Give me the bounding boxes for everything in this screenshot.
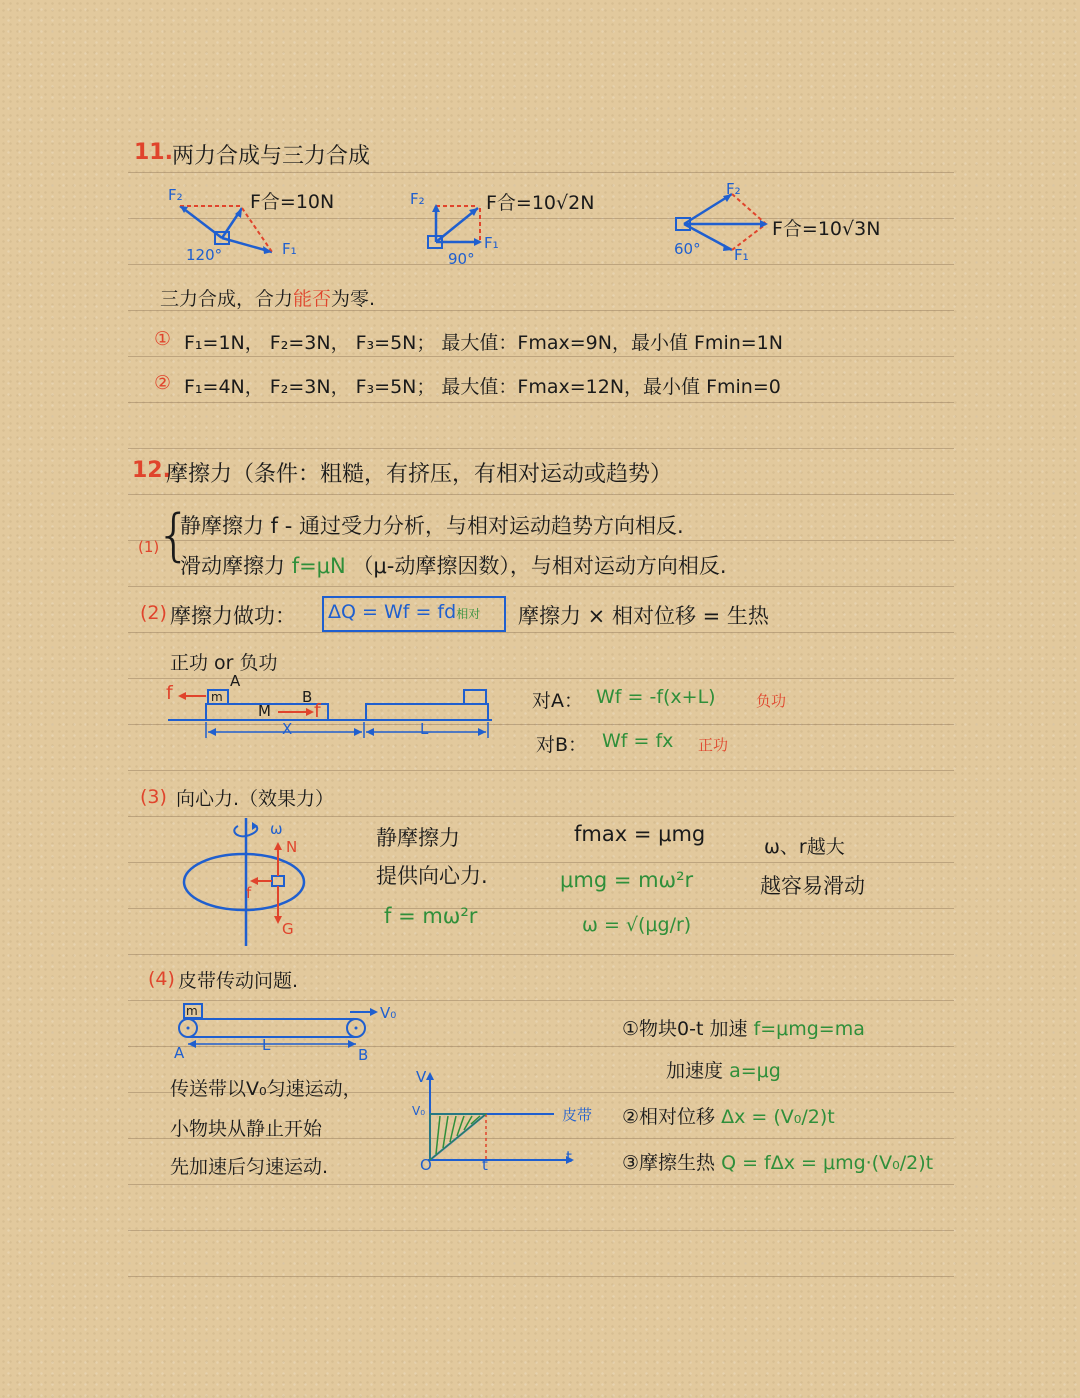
sliding-post: （μ-动摩擦因数），与相对运动方向相反. <box>352 554 727 578</box>
static-provides-1: 静摩擦力 <box>376 826 460 850</box>
ruled-line <box>128 954 954 955</box>
ruled-line <box>128 1184 954 1185</box>
fig2-f1-label: F₁ <box>484 234 499 252</box>
belt-title: 皮带传动问题. <box>178 970 299 992</box>
diag-f-right: f <box>314 700 321 722</box>
three-force-pre: 三力合成，合力 <box>160 288 294 310</box>
diag-f-left: f <box>166 682 173 704</box>
result-3 <box>622 1148 933 1175</box>
section-12-number: 12. <box>132 458 171 483</box>
larger-slides-2: 越容易滑动 <box>760 874 865 898</box>
result-2-formula: Δx = (V₀/2)t <box>721 1106 835 1128</box>
diag-M-label: M <box>258 702 271 720</box>
ruled-line <box>128 770 954 771</box>
three-force-post: 为零. <box>331 288 376 310</box>
belt-desc-1: 传送带以V₀匀速运动， <box>170 1078 362 1100</box>
result-2-pre: ②相对位移 <box>622 1106 716 1128</box>
block-board-diagram <box>160 672 500 748</box>
positive-or-negative: 正功 or 负功 <box>170 652 278 674</box>
section-12-title: 摩擦力（条件：粗糙，有挤压，有相对运动或趋势） <box>166 462 673 487</box>
result-1b-formula: a=μg <box>729 1060 781 1082</box>
umg-formula: μmg = mω²r <box>560 868 694 892</box>
ruled-line <box>128 540 954 541</box>
ruled-line <box>128 172 954 173</box>
result-1b <box>666 1056 781 1083</box>
on-b-label: 对B： <box>536 734 588 756</box>
velocity-time-graph <box>410 1068 580 1168</box>
ruled-line <box>128 586 954 587</box>
fig2-result: F合=10√2N <box>486 192 595 214</box>
section-11-title: 两力合成与三力合成 <box>172 144 371 169</box>
ruled-line <box>128 632 954 633</box>
fig1-f1-label: F₁ <box>282 240 297 258</box>
part-3-number: (3) <box>140 786 167 808</box>
friction-label: f <box>246 884 252 902</box>
fig2-angle: 90° <box>448 250 475 268</box>
work-formula <box>328 601 480 623</box>
ruled-line <box>128 494 954 495</box>
ruled-line <box>128 1230 954 1231</box>
fig1-f2-label: F₂ <box>168 186 183 204</box>
part-1-number: (1) <box>138 538 160 556</box>
on-a-formula: Wf = -f(x+L) <box>596 686 716 708</box>
ruled-line <box>128 1276 954 1277</box>
f-mw2r: f = mω²r <box>384 904 478 928</box>
belt-l-label: L <box>262 1036 271 1054</box>
omega-formula: ω = √(μg/r) <box>582 914 692 936</box>
ruled-line <box>128 402 954 403</box>
fig1-result: F合=10N <box>250 191 335 213</box>
belt-a-label: A <box>174 1044 185 1062</box>
result-2 <box>622 1102 835 1129</box>
ruled-line <box>128 356 954 357</box>
brace: { <box>156 503 192 568</box>
static-friction-line: 静摩擦力 f - 通过受力分析，与相对运动趋势方向相反. <box>180 514 684 538</box>
centripetal-title: 向心力.（效果力） <box>176 788 335 810</box>
sliding-friction-line <box>180 550 727 580</box>
omega-label: ω <box>270 820 283 838</box>
on-a-kind: 负功 <box>756 692 787 710</box>
graph-belt-label: 皮带 <box>562 1106 593 1124</box>
result-1b-pre: 加速度 <box>666 1060 724 1082</box>
case-1-text: F₁=1N， F₂=3N， F₃=5N； 最大值：Fmax=9N，最小值 Fmin=1N <box>184 332 783 354</box>
diag-a-label: A <box>230 672 241 690</box>
on-b-formula: Wf = fx <box>602 730 674 752</box>
larger-slides-1: ω、r越大 <box>764 836 845 858</box>
belt-desc-2: 小物块从静止开始 <box>170 1118 323 1140</box>
static-provides-2: 提供向心力. <box>376 864 488 888</box>
fig2-f2-label: F₂ <box>410 190 425 208</box>
section-11-number: 11. <box>134 140 173 165</box>
case-2-text: F₁=4N， F₂=3N， F₃=5N； 最大值：Fmax=12N，最小值 Fmin=0 <box>184 376 781 398</box>
graph-t-axis-label: t <box>566 1148 572 1166</box>
on-a-label: 对A： <box>532 690 583 712</box>
three-force-highlight: 能否 <box>293 288 332 310</box>
fig3-angle: 60° <box>674 240 701 258</box>
graph-origin-label: O <box>420 1156 432 1174</box>
diag-m-label: m <box>211 690 223 704</box>
sliding-formula: f=μN <box>291 554 346 578</box>
graph-v-label: V <box>416 1068 427 1086</box>
case-2-number: ② <box>154 372 172 394</box>
result-1-pre: ①物块0-t 加速 <box>622 1018 748 1040</box>
case-1-number: ① <box>154 328 172 350</box>
graph-t-label: t <box>482 1156 488 1174</box>
result-1 <box>622 1014 865 1041</box>
result-1-formula: f=μmg=ma <box>753 1018 865 1040</box>
belt-desc-3: 先加速后匀速运动. <box>170 1156 329 1178</box>
diag-l-label: L <box>420 720 429 738</box>
graph-v0-label: V₀ <box>412 1104 426 1118</box>
gravity-label: G <box>282 920 294 938</box>
fig1-angle: 120° <box>186 246 223 264</box>
work-label: 摩擦力做功： <box>170 604 296 628</box>
on-b-kind: 正功 <box>698 736 729 754</box>
diag-b-label: B <box>302 688 313 706</box>
ruled-line <box>128 448 954 449</box>
part-4-number: (4) <box>148 968 175 990</box>
result-3-formula: Q = fΔx = μmg·(V₀/2)t <box>721 1152 934 1174</box>
sliding-pre: 滑动摩擦力 <box>180 554 285 578</box>
turntable-diagram <box>180 816 320 950</box>
belt-b-label: B <box>358 1046 369 1064</box>
result-3-pre: ③摩擦生热 <box>622 1152 716 1174</box>
work-formula-main: ΔQ = Wf = fd <box>328 601 457 623</box>
work-formula-sub: 相对 <box>456 607 481 621</box>
fig3-f2-label: F₂ <box>726 180 741 198</box>
fig3-f1-label: F₁ <box>734 246 749 264</box>
belt-v0-label: V₀ <box>380 1004 397 1022</box>
normal-force-label: N <box>286 838 298 856</box>
fig3-result: F合=10√3N <box>772 218 881 240</box>
part-2-number: (2) <box>140 602 167 624</box>
belt-m-label: m <box>186 1004 198 1018</box>
fmax-formula: fmax = μmg <box>574 822 706 846</box>
work-tail: 摩擦力 × 相对位移 = 生热 <box>518 604 769 628</box>
three-force-question <box>160 284 375 311</box>
diag-x-label: X <box>282 720 293 738</box>
